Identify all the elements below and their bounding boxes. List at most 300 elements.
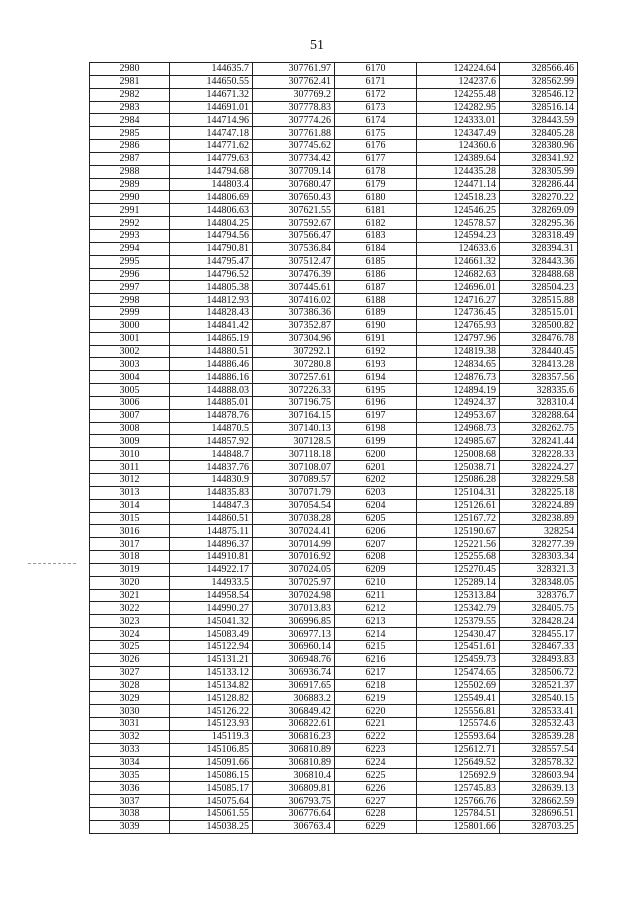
y-coordinate-right: 328286.44 — [500, 178, 578, 191]
y-coordinate-right: 328303.34 — [500, 551, 578, 564]
x-coordinate-right: 124347.49 — [417, 127, 500, 140]
x-coordinate-left: 144848.7 — [170, 448, 253, 461]
point-number-left: 3014 — [90, 499, 170, 512]
y-coordinate-right: 328341.92 — [500, 152, 578, 165]
table-row — [90, 538, 578, 551]
point-number-right: 6200 — [335, 448, 417, 461]
point-number-left: 3031 — [90, 718, 170, 731]
y-coordinate-right: 328540.15 — [500, 692, 578, 705]
point-number-right: 6218 — [335, 679, 417, 692]
point-number-right: 6211 — [335, 589, 417, 602]
y-coordinate-right: 328269.09 — [500, 204, 578, 217]
x-coordinate-left: 145086.15 — [170, 769, 253, 782]
x-coordinate-left: 144747.18 — [170, 127, 253, 140]
x-coordinate-right: 125574.6 — [417, 718, 500, 731]
y-coordinate-left: 307140.13 — [253, 422, 335, 435]
point-number-left: 2981 — [90, 75, 170, 88]
x-coordinate-right: 125379.55 — [417, 615, 500, 628]
table-row — [90, 191, 578, 204]
y-coordinate-right: 328515.01 — [500, 307, 578, 320]
y-coordinate-left: 306883.2 — [253, 692, 335, 705]
x-coordinate-right: 124682.63 — [417, 268, 500, 281]
y-coordinate-left: 307774.26 — [253, 114, 335, 127]
x-coordinate-left: 144933.5 — [170, 576, 253, 589]
point-number-left: 3004 — [90, 371, 170, 384]
point-number-left: 3036 — [90, 782, 170, 795]
point-number-left: 3008 — [90, 422, 170, 435]
point-number-left: 3037 — [90, 795, 170, 808]
y-coordinate-right: 328703.25 — [500, 820, 578, 833]
y-coordinate-right: 328277.39 — [500, 538, 578, 551]
y-coordinate-right: 328405.75 — [500, 602, 578, 615]
point-number-right: 6197 — [335, 409, 417, 422]
x-coordinate-left: 144790.81 — [170, 242, 253, 255]
table-row — [90, 563, 578, 576]
x-coordinate-left: 145119.3 — [170, 730, 253, 743]
x-coordinate-right: 125801.66 — [417, 820, 500, 833]
y-coordinate-left: 306977.13 — [253, 628, 335, 641]
x-coordinate-right: 124736.45 — [417, 307, 500, 320]
point-number-left: 2988 — [90, 165, 170, 178]
y-coordinate-left: 307292.1 — [253, 345, 335, 358]
table-row — [90, 75, 578, 88]
point-number-right: 6193 — [335, 358, 417, 371]
x-coordinate-right: 125459.73 — [417, 653, 500, 666]
x-coordinate-right: 125649.52 — [417, 756, 500, 769]
table-row — [90, 705, 578, 718]
table-row — [90, 204, 578, 217]
point-number-left: 2982 — [90, 88, 170, 101]
point-number-left: 3020 — [90, 576, 170, 589]
y-coordinate-left: 307257.61 — [253, 371, 335, 384]
x-coordinate-left: 145106.85 — [170, 743, 253, 756]
y-coordinate-right: 328504.23 — [500, 281, 578, 294]
point-number-left: 3016 — [90, 525, 170, 538]
x-coordinate-right: 124237.6 — [417, 75, 500, 88]
x-coordinate-right: 125313.84 — [417, 589, 500, 602]
y-coordinate-left: 307761.97 — [253, 63, 335, 76]
y-coordinate-left: 307024.05 — [253, 563, 335, 576]
y-coordinate-right: 328662.59 — [500, 795, 578, 808]
point-number-left: 3032 — [90, 730, 170, 743]
point-number-left: 2985 — [90, 127, 170, 140]
y-coordinate-left: 307089.57 — [253, 474, 335, 487]
point-number-right: 6217 — [335, 666, 417, 679]
point-number-right: 6226 — [335, 782, 417, 795]
y-coordinate-right: 328335.6 — [500, 384, 578, 397]
y-coordinate-right: 328476.78 — [500, 332, 578, 345]
y-coordinate-right: 328288.64 — [500, 409, 578, 422]
point-number-left: 3039 — [90, 820, 170, 833]
y-coordinate-left: 306948.76 — [253, 653, 335, 666]
x-coordinate-right: 124834.65 — [417, 358, 500, 371]
x-coordinate-right: 124435.28 — [417, 165, 500, 178]
point-number-left: 3006 — [90, 396, 170, 409]
table-row — [90, 474, 578, 487]
y-coordinate-right: 328405.28 — [500, 127, 578, 140]
x-coordinate-right: 124360.6 — [417, 140, 500, 153]
table-row — [90, 178, 578, 191]
x-coordinate-right: 124389.64 — [417, 152, 500, 165]
x-coordinate-left: 144794.68 — [170, 165, 253, 178]
table-row — [90, 268, 578, 281]
x-coordinate-left: 145038.25 — [170, 820, 253, 833]
y-coordinate-right: 328539.28 — [500, 730, 578, 743]
y-coordinate-left: 307650.43 — [253, 191, 335, 204]
x-coordinate-right: 125549.41 — [417, 692, 500, 705]
point-number-right: 6177 — [335, 152, 417, 165]
point-number-left: 2989 — [90, 178, 170, 191]
y-coordinate-left: 307164.15 — [253, 409, 335, 422]
x-coordinate-right: 125451.61 — [417, 640, 500, 653]
table-row — [90, 512, 578, 525]
x-coordinate-left: 144635.7 — [170, 63, 253, 76]
x-coordinate-right: 125692.9 — [417, 769, 500, 782]
y-coordinate-left: 306810.89 — [253, 756, 335, 769]
y-coordinate-left: 307536.84 — [253, 242, 335, 255]
y-coordinate-left: 307014.99 — [253, 538, 335, 551]
table-row — [90, 127, 578, 140]
point-number-left: 2994 — [90, 242, 170, 255]
x-coordinate-left: 144794.56 — [170, 229, 253, 242]
point-number-left: 3002 — [90, 345, 170, 358]
y-coordinate-right: 328295.36 — [500, 217, 578, 230]
table-row — [90, 345, 578, 358]
y-coordinate-right: 328467.33 — [500, 640, 578, 653]
x-coordinate-right: 125556.81 — [417, 705, 500, 718]
x-coordinate-left: 144806.63 — [170, 204, 253, 217]
table-row — [90, 795, 578, 808]
x-coordinate-right: 124594.23 — [417, 229, 500, 242]
x-coordinate-right: 125474.65 — [417, 666, 500, 679]
y-coordinate-left: 306776.64 — [253, 807, 335, 820]
x-coordinate-right: 125126.61 — [417, 499, 500, 512]
y-coordinate-right: 328310.4 — [500, 396, 578, 409]
point-number-left: 2998 — [90, 294, 170, 307]
point-number-left: 2987 — [90, 152, 170, 165]
point-number-right: 6227 — [335, 795, 417, 808]
table-row — [90, 756, 578, 769]
point-number-right: 6205 — [335, 512, 417, 525]
point-number-left: 3012 — [90, 474, 170, 487]
y-coordinate-right: 328318.49 — [500, 229, 578, 242]
point-number-right: 6170 — [335, 63, 417, 76]
table-row — [90, 319, 578, 332]
x-coordinate-left: 145134.82 — [170, 679, 253, 692]
point-number-left: 3022 — [90, 602, 170, 615]
x-coordinate-left: 145083.49 — [170, 628, 253, 641]
y-coordinate-right: 328562.99 — [500, 75, 578, 88]
y-coordinate-right: 328413.28 — [500, 358, 578, 371]
point-number-left: 2993 — [90, 229, 170, 242]
table-row — [90, 422, 578, 435]
x-coordinate-left: 144650.55 — [170, 75, 253, 88]
x-coordinate-left: 144804.25 — [170, 217, 253, 230]
x-coordinate-left: 144875.11 — [170, 525, 253, 538]
table-row — [90, 769, 578, 782]
table-row — [90, 589, 578, 602]
point-number-right: 6175 — [335, 127, 417, 140]
table-row — [90, 551, 578, 564]
x-coordinate-left: 144830.9 — [170, 474, 253, 487]
x-coordinate-left: 144880.51 — [170, 345, 253, 358]
x-coordinate-left: 144896.37 — [170, 538, 253, 551]
point-number-right: 6212 — [335, 602, 417, 615]
x-coordinate-right: 124765.93 — [417, 319, 500, 332]
x-coordinate-right: 125008.68 — [417, 448, 500, 461]
point-number-right: 6225 — [335, 769, 417, 782]
x-coordinate-left: 145041.32 — [170, 615, 253, 628]
point-number-left: 3025 — [90, 640, 170, 653]
y-coordinate-right: 328566.46 — [500, 63, 578, 76]
x-coordinate-right: 124894.19 — [417, 384, 500, 397]
point-number-left: 3007 — [90, 409, 170, 422]
x-coordinate-right: 124797.96 — [417, 332, 500, 345]
x-coordinate-left: 144837.76 — [170, 461, 253, 474]
table-row — [90, 615, 578, 628]
y-coordinate-left: 307196.75 — [253, 396, 335, 409]
y-coordinate-left: 306849.42 — [253, 705, 335, 718]
y-coordinate-right: 328270.22 — [500, 191, 578, 204]
point-number-right: 6213 — [335, 615, 417, 628]
y-coordinate-right: 328532.43 — [500, 718, 578, 731]
y-coordinate-right: 328376.7 — [500, 589, 578, 602]
table-row — [90, 242, 578, 255]
y-coordinate-left: 307778.83 — [253, 101, 335, 114]
x-coordinate-left: 144771.62 — [170, 140, 253, 153]
y-coordinate-right: 328321.3 — [500, 563, 578, 576]
point-number-right: 6219 — [335, 692, 417, 705]
y-coordinate-right: 328262.75 — [500, 422, 578, 435]
point-number-right: 6229 — [335, 820, 417, 833]
table-row — [90, 114, 578, 127]
point-number-right: 6171 — [335, 75, 417, 88]
y-coordinate-right: 328348.05 — [500, 576, 578, 589]
point-number-right: 6188 — [335, 294, 417, 307]
y-coordinate-left: 307734.42 — [253, 152, 335, 165]
table-row — [90, 101, 578, 114]
point-number-left: 2980 — [90, 63, 170, 76]
y-coordinate-left: 307512.47 — [253, 255, 335, 268]
y-coordinate-left: 307108.07 — [253, 461, 335, 474]
x-coordinate-right: 125745.83 — [417, 782, 500, 795]
table-row — [90, 307, 578, 320]
point-number-right: 6184 — [335, 242, 417, 255]
point-number-right: 6185 — [335, 255, 417, 268]
table-row — [90, 448, 578, 461]
y-coordinate-right: 328229.58 — [500, 474, 578, 487]
x-coordinate-left: 144860.51 — [170, 512, 253, 525]
point-number-right: 6210 — [335, 576, 417, 589]
point-number-right: 6223 — [335, 743, 417, 756]
point-number-left: 3015 — [90, 512, 170, 525]
y-coordinate-right: 328228.33 — [500, 448, 578, 461]
point-number-right: 6198 — [335, 422, 417, 435]
y-coordinate-left: 307024.98 — [253, 589, 335, 602]
x-coordinate-left: 144847.3 — [170, 499, 253, 512]
x-coordinate-left: 144795.47 — [170, 255, 253, 268]
point-number-left: 3023 — [90, 615, 170, 628]
y-coordinate-left: 306793.75 — [253, 795, 335, 808]
point-number-right: 6196 — [335, 396, 417, 409]
x-coordinate-right: 124471.14 — [417, 178, 500, 191]
y-coordinate-left: 307762.41 — [253, 75, 335, 88]
table-row — [90, 88, 578, 101]
x-coordinate-left: 144714.96 — [170, 114, 253, 127]
y-coordinate-right: 328515.88 — [500, 294, 578, 307]
point-number-right: 6187 — [335, 281, 417, 294]
x-coordinate-left: 145128.82 — [170, 692, 253, 705]
x-coordinate-left: 144671.32 — [170, 88, 253, 101]
point-number-left: 3019 — [90, 563, 170, 576]
point-number-right: 6221 — [335, 718, 417, 731]
y-coordinate-left: 307445.61 — [253, 281, 335, 294]
point-number-right: 6174 — [335, 114, 417, 127]
point-number-left: 2997 — [90, 281, 170, 294]
point-number-right: 6189 — [335, 307, 417, 320]
y-coordinate-left: 306822.61 — [253, 718, 335, 731]
y-coordinate-right: 328696.51 — [500, 807, 578, 820]
table-row — [90, 628, 578, 641]
table-row — [90, 486, 578, 499]
point-number-right: 6204 — [335, 499, 417, 512]
point-number-left: 3024 — [90, 628, 170, 641]
x-coordinate-right: 125289.14 — [417, 576, 500, 589]
table-row — [90, 63, 578, 76]
point-number-left: 3009 — [90, 435, 170, 448]
point-number-left: 3005 — [90, 384, 170, 397]
y-coordinate-right: 328493.83 — [500, 653, 578, 666]
y-coordinate-right: 328443.36 — [500, 255, 578, 268]
y-coordinate-left: 307025.97 — [253, 576, 335, 589]
y-coordinate-left: 306763.4 — [253, 820, 335, 833]
point-number-left: 2996 — [90, 268, 170, 281]
y-coordinate-right: 328500.82 — [500, 319, 578, 332]
point-number-left: 3034 — [90, 756, 170, 769]
x-coordinate-right: 125221.56 — [417, 538, 500, 551]
x-coordinate-right: 124546.25 — [417, 204, 500, 217]
table-row — [90, 692, 578, 705]
point-number-left: 3018 — [90, 551, 170, 564]
table-row — [90, 435, 578, 448]
point-number-right: 6202 — [335, 474, 417, 487]
x-coordinate-right: 124518.23 — [417, 191, 500, 204]
point-number-left: 2986 — [90, 140, 170, 153]
point-number-right: 6224 — [335, 756, 417, 769]
x-coordinate-right: 124968.73 — [417, 422, 500, 435]
x-coordinate-left: 145126.22 — [170, 705, 253, 718]
y-coordinate-right: 328533.41 — [500, 705, 578, 718]
y-coordinate-left: 306810.89 — [253, 743, 335, 756]
point-number-right: 6207 — [335, 538, 417, 551]
point-number-right: 6216 — [335, 653, 417, 666]
point-number-left: 3035 — [90, 769, 170, 782]
point-number-left: 3026 — [90, 653, 170, 666]
point-number-right: 6176 — [335, 140, 417, 153]
point-number-left: 2991 — [90, 204, 170, 217]
point-number-right: 6215 — [335, 640, 417, 653]
y-coordinate-right: 328238.89 — [500, 512, 578, 525]
table-row — [90, 782, 578, 795]
point-number-right: 6195 — [335, 384, 417, 397]
y-coordinate-left: 306960.14 — [253, 640, 335, 653]
point-number-left: 3029 — [90, 692, 170, 705]
x-coordinate-right: 124578.57 — [417, 217, 500, 230]
x-coordinate-left: 144870.5 — [170, 422, 253, 435]
table-row — [90, 332, 578, 345]
y-coordinate-left: 307476.39 — [253, 268, 335, 281]
y-coordinate-right: 328224.89 — [500, 499, 578, 512]
point-number-left: 3028 — [90, 679, 170, 692]
y-coordinate-left: 307024.41 — [253, 525, 335, 538]
x-coordinate-right: 125038.71 — [417, 461, 500, 474]
x-coordinate-left: 144922.17 — [170, 563, 253, 576]
x-coordinate-left: 144878.76 — [170, 409, 253, 422]
x-coordinate-left: 144828.43 — [170, 307, 253, 320]
point-number-right: 6186 — [335, 268, 417, 281]
point-number-right: 6173 — [335, 101, 417, 114]
table-row — [90, 499, 578, 512]
point-number-right: 6181 — [335, 204, 417, 217]
table-row — [90, 718, 578, 731]
x-coordinate-right: 124716.27 — [417, 294, 500, 307]
y-coordinate-left: 306996.85 — [253, 615, 335, 628]
table-row — [90, 666, 578, 679]
y-coordinate-right: 328578.32 — [500, 756, 578, 769]
y-coordinate-left: 306917.65 — [253, 679, 335, 692]
x-coordinate-left: 145061.55 — [170, 807, 253, 820]
table-row — [90, 730, 578, 743]
y-coordinate-left: 307680.47 — [253, 178, 335, 191]
point-number-left: 2995 — [90, 255, 170, 268]
y-coordinate-left: 306809.81 — [253, 782, 335, 795]
y-coordinate-right: 328443.59 — [500, 114, 578, 127]
x-coordinate-right: 125190.67 — [417, 525, 500, 538]
point-number-left: 3027 — [90, 666, 170, 679]
y-coordinate-left: 307054.54 — [253, 499, 335, 512]
point-number-right: 6199 — [335, 435, 417, 448]
table-row — [90, 255, 578, 268]
x-coordinate-right: 125766.76 — [417, 795, 500, 808]
y-coordinate-right: 328357.56 — [500, 371, 578, 384]
point-number-left: 2990 — [90, 191, 170, 204]
point-number-right: 6183 — [335, 229, 417, 242]
point-number-left: 3001 — [90, 332, 170, 345]
point-number-right: 6182 — [335, 217, 417, 230]
y-coordinate-right: 328428.24 — [500, 615, 578, 628]
table-row — [90, 281, 578, 294]
table-row — [90, 525, 578, 538]
x-coordinate-left: 144691.01 — [170, 101, 253, 114]
x-coordinate-right: 125167.72 — [417, 512, 500, 525]
y-coordinate-right: 328241.44 — [500, 435, 578, 448]
scan-artifact-line — [28, 563, 76, 564]
y-coordinate-left: 307013.83 — [253, 602, 335, 615]
y-coordinate-left: 307118.18 — [253, 448, 335, 461]
point-number-left: 2983 — [90, 101, 170, 114]
table-row — [90, 576, 578, 589]
x-coordinate-right: 124224.64 — [417, 63, 500, 76]
point-number-left: 3021 — [90, 589, 170, 602]
table-row — [90, 743, 578, 756]
x-coordinate-right: 124661.32 — [417, 255, 500, 268]
table-row — [90, 384, 578, 397]
y-coordinate-right: 328394.31 — [500, 242, 578, 255]
table-row — [90, 294, 578, 307]
x-coordinate-right: 124255.48 — [417, 88, 500, 101]
x-coordinate-right: 125342.79 — [417, 602, 500, 615]
x-coordinate-left: 145091.66 — [170, 756, 253, 769]
